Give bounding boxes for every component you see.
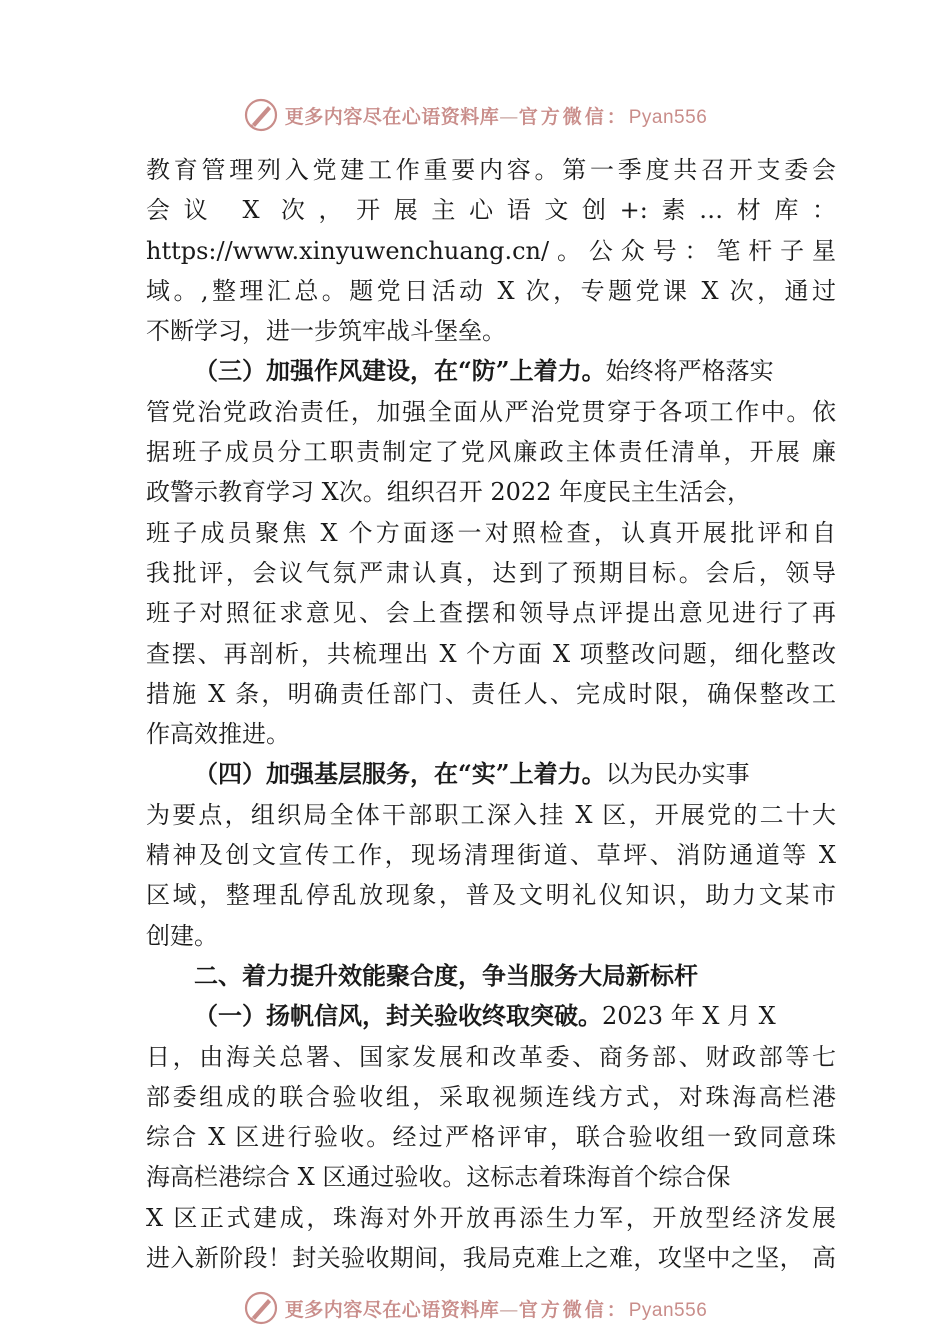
- paragraph-start: （一）扬帆信风，封关验收终取突破。2023 年 X 月 X: [194, 1001, 776, 1031]
- text-line: 不断学习，进一步筑牢战斗堡垒。: [146, 317, 506, 346]
- text-line: https://www.xinyuwenchuang.cn/。公众号：笔杆子星: [146, 236, 836, 265]
- text-line: 班子对照征求意见、会上查摆和领导点评提出意见进行了再: [146, 599, 836, 628]
- text-line: 域。,整理汇总。题党日活动 X 次，专题党课 X 次，通过: [146, 276, 836, 305]
- text-line: X 区正式建成，珠海对外开放再添生力军，开放型经济发展: [146, 1203, 836, 1232]
- text-line: 会议 X 次，开展主心语文创+:素…材库：: [146, 196, 836, 225]
- text-line: 部委组成的联合验收组，采取视频连线方式，对珠海高栏港: [146, 1082, 836, 1111]
- pen-logo-icon: [243, 97, 279, 133]
- text-line: 为要点，组织局全体干部职工深入挂 X 区，开展党的二十大: [146, 800, 836, 829]
- paragraph-lead: （四）加强基层服务，在“实”上着力。: [194, 759, 606, 789]
- text-line: 政警示教育学习 X次。组织召开 2022 年度民主生活会，: [146, 478, 752, 507]
- pen-logo-icon: [243, 1290, 279, 1326]
- text-line: 区域，整理乱停乱放现象，普及文明礼仪知识，助力文某市: [146, 881, 836, 910]
- section-heading: 二、着力提升效能聚合度，争当服务大局新标杆: [194, 961, 698, 990]
- watermark-text: 更多内容尽在心语资料库—官方微信：Pyan556: [284, 1298, 708, 1321]
- text-line: 教育管理列入党建工作重要内容。第一季度共召开支委会: [146, 156, 836, 184]
- text-line: 班子成员聚焦 X 个方面逐一对照检查，认真开展批评和自: [146, 518, 836, 547]
- text-line: 查摆、再剖析，共梳理出 X 个方面 X 项整改问题，细化整改: [146, 639, 836, 668]
- document-body: [146, 150, 836, 1278]
- text-line: 我批评，会议气氛严肃认真，达到了预期目标。会后，领导: [146, 558, 836, 587]
- text-line: 创建。: [146, 921, 218, 950]
- paragraph-start: （三）加强作风建设，在“防”上着力。始终将严格落实: [194, 356, 774, 386]
- text-line: 精神及创文宣传工作，现场清理街道、草坪、消防通道等 X: [146, 841, 836, 870]
- watermark-bottom: [0, 1288, 950, 1328]
- text-line: 据班子成员分工职责制定了党风廉政主体责任清单，开展 廉: [146, 438, 836, 467]
- text-line: 进入新阶段！封关验收期间，我局克难上之难，攻坚中之坚， 高: [146, 1244, 836, 1273]
- text-line: 措施 X 条，明确责任部门、责任人、完成时限，确保整改工: [146, 679, 836, 708]
- text-line: 日，由海关总署、国家发展和改革委、商务部、财政部等七: [146, 1042, 836, 1071]
- paragraph-start: （四）加强基层服务，在“实”上着力。以为民办实事: [194, 759, 750, 789]
- paragraph-lead: （三）加强作风建设，在“防”上着力。: [194, 356, 606, 386]
- text-line: 管党治党政治责任，加强全面从严治党贯穿于各项工作中。依: [146, 397, 836, 426]
- text-line: 作高效推进。: [146, 720, 290, 749]
- watermark-text: 更多内容尽在心语资料库—官方微信：Pyan556: [284, 105, 708, 128]
- text-line: 海高栏港综合 X 区通过验收。这标志着珠海首个综合保: [146, 1163, 731, 1192]
- paragraph-lead: （一）扬帆信风，封关验收终取突破。: [194, 1001, 602, 1031]
- text-line: 综合 X 区进行验收。经过严格评审，联合验收组一致同意珠: [146, 1123, 836, 1152]
- watermark-top: [0, 95, 950, 135]
